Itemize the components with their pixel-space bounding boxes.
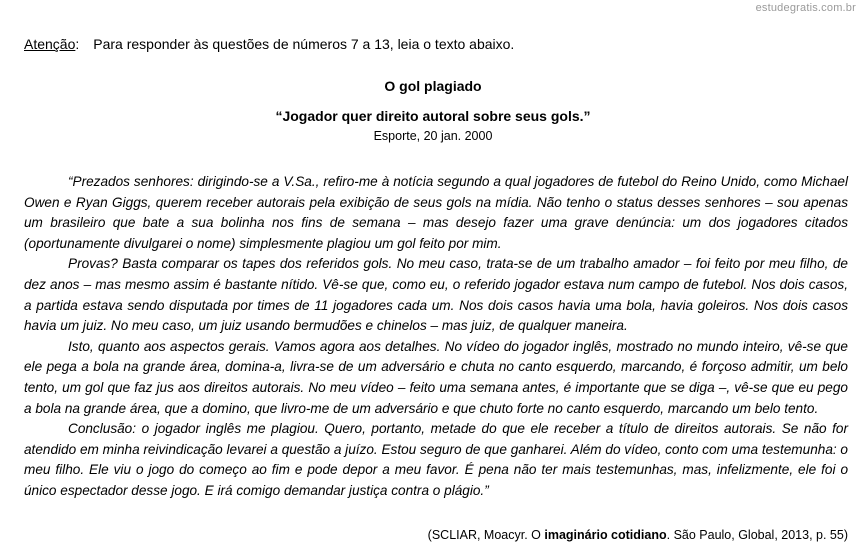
attention-note	[24, 36, 514, 52]
citation-book-title: imaginário cotidiano	[544, 528, 667, 542]
citation-prefix: (SCLIAR, Moacyr. O	[427, 528, 545, 542]
headline-source: Esporte, 20 jan. 2000	[373, 129, 493, 143]
citation-suffix: . São Paulo, Global, 2013, p. 55)	[666, 528, 848, 542]
watermark: estudegratis.com.br	[755, 2, 856, 14]
text-title: O gol plagiado	[384, 78, 482, 94]
paragraph-3: Isto, quanto aos aspectos gerais. Vamos agora aos detalhes. No vídeo do jogador inglês, mostrado no mundo inteiro, vê-se que ele pega a bola na grande área, domina-a, livra-se de um adversário e chuta no canto esquerdo, marcando, é forçoso admitir, um belo tento, um gol que faz jus aos direitos autorais. No meu vídeo – feito uma semana antes, é importante que se diga –, vê-se que eu pego a bola na grande área, que a domino, que livro-me de um adversário e que chuto forte no canto esquerdo, marcando um belo tento.	[24, 338, 848, 416]
attention-text: Para responder às questões de números 7 a 13, leia o texto abaixo.	[93, 36, 515, 52]
letter-body	[24, 172, 848, 502]
paragraph-1: “Prezados senhores: dirigindo-se a V.Sa., refiro-me à notícia segundo a qual jogadores de futebol do Reino Unido, como Michael Owen e Ryan Giggs, querem receber autorais pela exibição de seus gols na mídia. Não tenho o status desses senhores – sou apenas um brasileiro que bate a sua bolinha nos fins de semana – mas desejo fazer uma grave denúncia: um dos jogadores citados (oportunamente divulgarei o nome) simplesmente plagiou um gol feito por mim.	[24, 174, 848, 251]
attention-label: Atenção	[24, 36, 76, 52]
paragraph-4: Conclusão: o jogador inglês me plagiou. Quero, portanto, metade do que ele receber a título de direitos autorais. Se não for atendido em minha reivindicação levarei a questão a juízo. Estou seguro de que ganharei. Além do vídeo, conto com uma testemunha: o meu filho. Ele viu o jogo do começo ao fim e pode depor a meu favor. É pena não ter mais testemunhas, mas, infelizmente, ele foi o único espectador desse jogo. E irá comigo demandar justiça contra o plágio.”	[24, 421, 848, 498]
headline-quote: “Jogador quer direito autoral sobre seus gols.”	[275, 108, 591, 124]
paragraph-2: Provas? Basta comparar os tapes dos referidos gols. No meu caso, trata-se de um trabalho amador – foi feito por meu filho, de dez anos – mas mesmo assim é bastante nítido. Vê-se que, como eu, o referido jogador estava num campo de futebol. Nos dois casos, a partida estava sendo disputada por times de 11 jogadores cada um. Nos dois casos havia uma bola, havia goleiros. Nos dois casos havia um juiz. No meu caso, um juiz usando bermudões e chinelos – mas juiz, de qualquer maneira.	[24, 256, 848, 334]
attention-colon: :	[75, 36, 80, 52]
citation	[428, 528, 848, 542]
